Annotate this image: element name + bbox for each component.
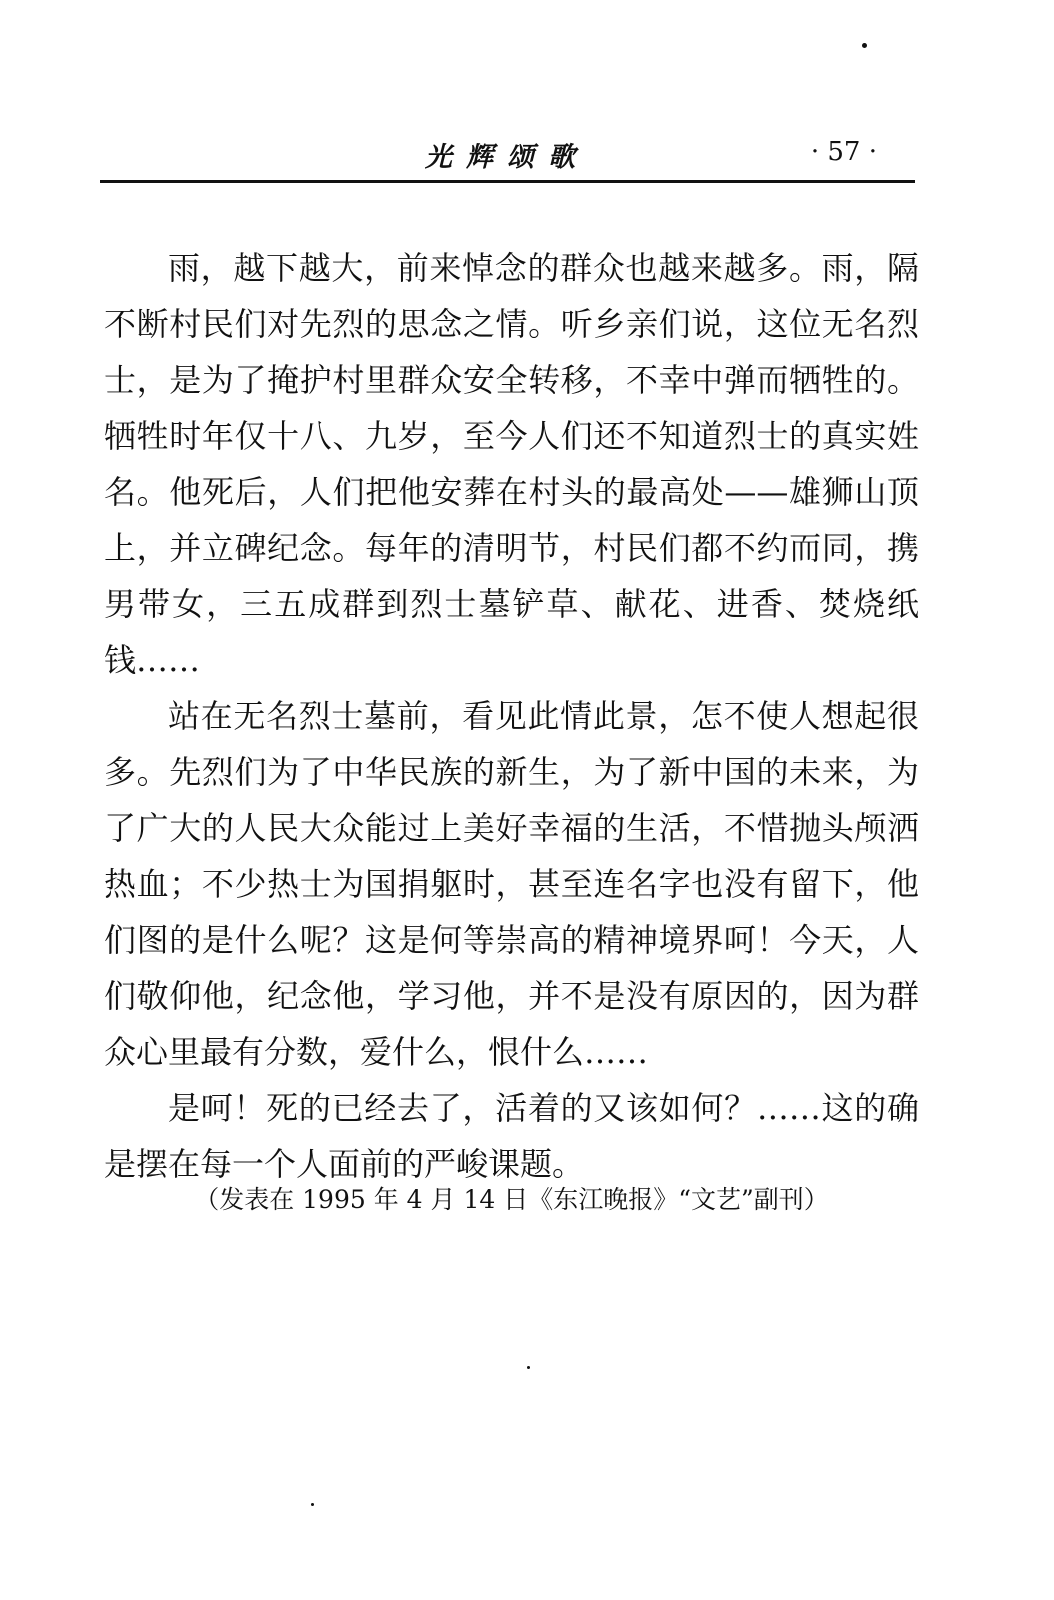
paragraph-2: 站在无名烈士墓前，看见此情此景，怎不使人想起很多。先烈们为了中华民族的新生，为了新中国的未来，为了广大的人民大众能过上美好幸福的生活，不惜抛头颅洒热血；不少热士为国捐躯时，甚至连名字也没有留下，他们图的是什么呢？这是何等崇高的精神境界呵！今天，人们敬仰他，纪念他，学习他，并不是没有原因的，因为群众心里最有分数，爱什么，恨什么…… (104, 697, 919, 1071)
scan-speck (862, 43, 867, 48)
running-header-title: 光辉颂歌 (425, 142, 589, 173)
paragraph-1: 雨，越下越大，前来悼念的群众也越来越多。雨，隔不断村民们对先烈的思念之情。听乡亲们说，这位无名烈士，是为了掩护村里群众安全转移，不幸中弹而牺牲的。牺牲时年仅十八、九岁，至今人们还不知道烈士的真实姓名。他死后，人们把他安葬在村头的最高处——雄狮山顶上，并立碑纪念。每年的清明节，村民们都不约而同，携男带女，三五成群到烈士墓铲草、献花、进香、焚烧纸钱…… (104, 249, 919, 679)
paragraph-3: 是呵！死的已经去了，活着的又该如何？……这的确是摆在每一个人面前的严峻课题。 (104, 1089, 919, 1183)
running-header (100, 133, 915, 181)
scan-speck (311, 1503, 314, 1506)
page-number: · 57 · (810, 137, 877, 167)
body-text (104, 240, 919, 1192)
publication-source-note: （发表在 1995 年 4 月 14 日《东江晚报》“文艺”副刊） (194, 1185, 829, 1214)
header-rule (100, 180, 915, 183)
scan-speck (527, 1366, 530, 1369)
